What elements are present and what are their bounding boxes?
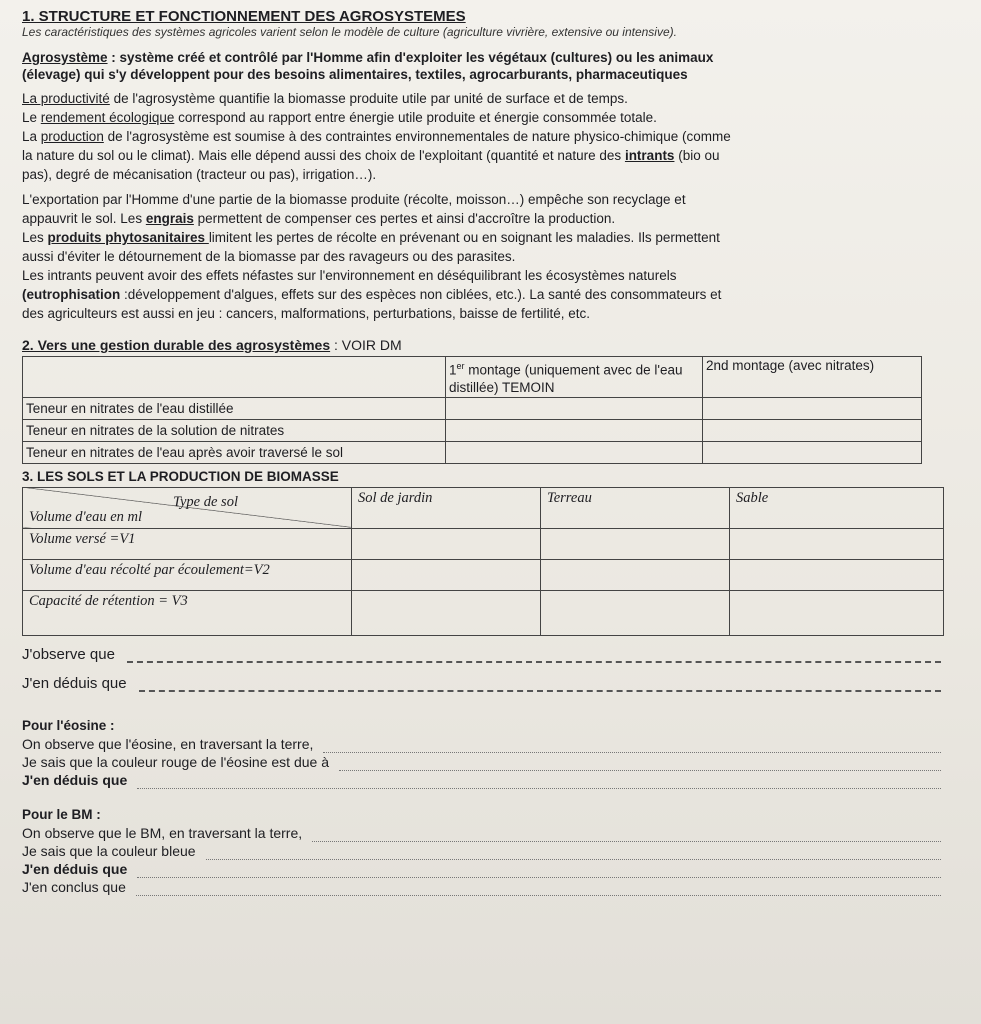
bm-section — [22, 805, 941, 896]
section3-title: 3. LES SOLS ET LA PRODUCTION DE BIOMASSE — [22, 468, 339, 484]
table-row — [23, 357, 922, 398]
soils-table — [22, 487, 944, 636]
agrosystem-definition-line2: (élevage) qui s'y développent pour des besoins alimentaires, textiles, agrocarburants, pharmaceutiques — [22, 67, 688, 82]
table-row: Teneur en nitrates de l'eau après avoir traversé le sol — [23, 441, 922, 463]
section2-title: 2. Vers une gestion durable des agrosystèmes : VOIR DM — [22, 337, 402, 353]
productivity-line: La productivité de l'agrosystème quantifie la biomasse produite utile par unité de surface et de temps. — [22, 91, 628, 106]
table-row: Volume d'eau récolté par écoulement=V2 — [23, 559, 944, 590]
answer-cell[interactable] — [541, 528, 730, 559]
eosine-section — [22, 716, 941, 789]
production-line: La production de l'agrosystème est soumise à des contraintes environnementales de nature physico-chimique (comme — [22, 129, 731, 144]
eosine-question-3[interactable]: J'en déduis que — [22, 771, 941, 789]
eutrophication-line: (eutrophisation :développement d'algues, effets sur des espèces non ciblées, etc.). La santé des consommateurs et — [22, 287, 722, 302]
phyto-line-2: aussi d'éviter le détournement de la biomasse par des ravageurs ou des parasites. — [22, 249, 516, 264]
nitrates-table — [22, 356, 922, 464]
table-row: Teneur en nitrates de la solution de nitrates — [23, 419, 922, 441]
answer-cell[interactable] — [446, 419, 703, 441]
answer-cell[interactable] — [703, 441, 922, 463]
export-line-1: L'exportation par l'Homme d'une partie de la biomasse produite (récolte, moisson…) empêche son recyclage et — [22, 192, 686, 207]
table-row: Capacité de rétention = V3 — [23, 590, 944, 635]
table-header-nitrates: 2nd montage (avec nitrates) — [703, 357, 922, 398]
answer-cell[interactable] — [541, 559, 730, 590]
bm-question-3[interactable]: J'en déduis que — [22, 860, 941, 878]
inputs-line: Les intrants peuvent avoir des effets néfastes sur l'environnement en déséquilibrant les écosystèmes naturels — [22, 268, 677, 283]
table-corner-cell: Type de sol Volume d'eau en ml — [23, 487, 352, 528]
col-sand: Sable — [730, 487, 944, 528]
bm-title: Pour le BM : — [22, 806, 101, 822]
section1-title: 1. STRUCTURE ET FONCTIONNEMENT DES AGROSYSTEMES — [22, 8, 466, 25]
production-line-2: la nature du sol ou le climat). Mais elle dépend aussi des choix de l'exploitant (quantité et nature des intrants (bio ou — [22, 148, 720, 163]
observe-answer-line[interactable]: J'observe que — [22, 646, 941, 663]
answer-cell[interactable] — [541, 590, 730, 635]
bm-question-1[interactable]: On observe que le BM, en traversant la terre, — [22, 824, 941, 842]
col-garden-soil: Sol de jardin — [352, 487, 541, 528]
bm-question-4[interactable]: J'en conclus que — [22, 878, 941, 896]
answer-cell[interactable] — [446, 441, 703, 463]
eosine-question-1[interactable]: On observe que l'éosine, en traversant la terre, — [22, 735, 941, 753]
answer-cell[interactable] — [730, 528, 944, 559]
export-line-2: appauvrit le sol. Les engrais permettent de compenser ces pertes et ainsi d'accroître la production. — [22, 211, 616, 226]
answer-cell[interactable] — [352, 559, 541, 590]
answer-cell[interactable] — [446, 397, 703, 419]
answer-cell[interactable] — [730, 559, 944, 590]
table-row — [23, 487, 944, 528]
answer-cell[interactable] — [352, 590, 541, 635]
table-header-temoin: 1er montage (uniquement avec de l'eau distillée) TEMOIN — [446, 357, 703, 398]
phyto-line: Les produits phytosanitaires limitent les pertes de récolte en prévenant ou en soignant les maladies. Ils permettent — [22, 230, 720, 245]
answer-cell[interactable] — [703, 419, 922, 441]
health-line: des agriculteurs est aussi en jeu : cancers, malformations, perturbations, baisse de fertilité, etc. — [22, 306, 591, 321]
agrosystem-term: Agrosystème — [22, 50, 108, 65]
table-row: Teneur en nitrates de l'eau distillée — [23, 397, 922, 419]
production-line-3: pas), degré de mécanisation (tracteur ou pas), irrigation…). — [22, 167, 377, 182]
answer-cell[interactable] — [703, 397, 922, 419]
bm-question-2[interactable]: Je sais que la couleur bleue — [22, 842, 941, 860]
table-row: Volume versé =V1 — [23, 528, 944, 559]
eosine-title: Pour l'éosine : — [22, 717, 115, 733]
deduce-answer-line[interactable]: J'en déduis que — [22, 675, 941, 692]
section1-subtitle: Les caractéristiques des systèmes agricoles varient selon le modèle de culture (agriculture vivrière, extensive ou intensive). — [22, 25, 677, 39]
answer-cell[interactable] — [352, 528, 541, 559]
agrosystem-definition-line1: Agrosystème : système créé et contrôlé par l'Homme afin d'exploiter les végétaux (cultures) ou les animaux — [22, 50, 714, 65]
eosine-question-2[interactable]: Je sais que la couleur rouge de l'éosine est due à — [22, 753, 941, 771]
col-compost: Terreau — [541, 487, 730, 528]
ecological-yield-line: Le rendement écologique correspond au rapport entre énergie utile produite et énergie consommée totale. — [22, 110, 657, 125]
answer-cell[interactable] — [730, 590, 944, 635]
